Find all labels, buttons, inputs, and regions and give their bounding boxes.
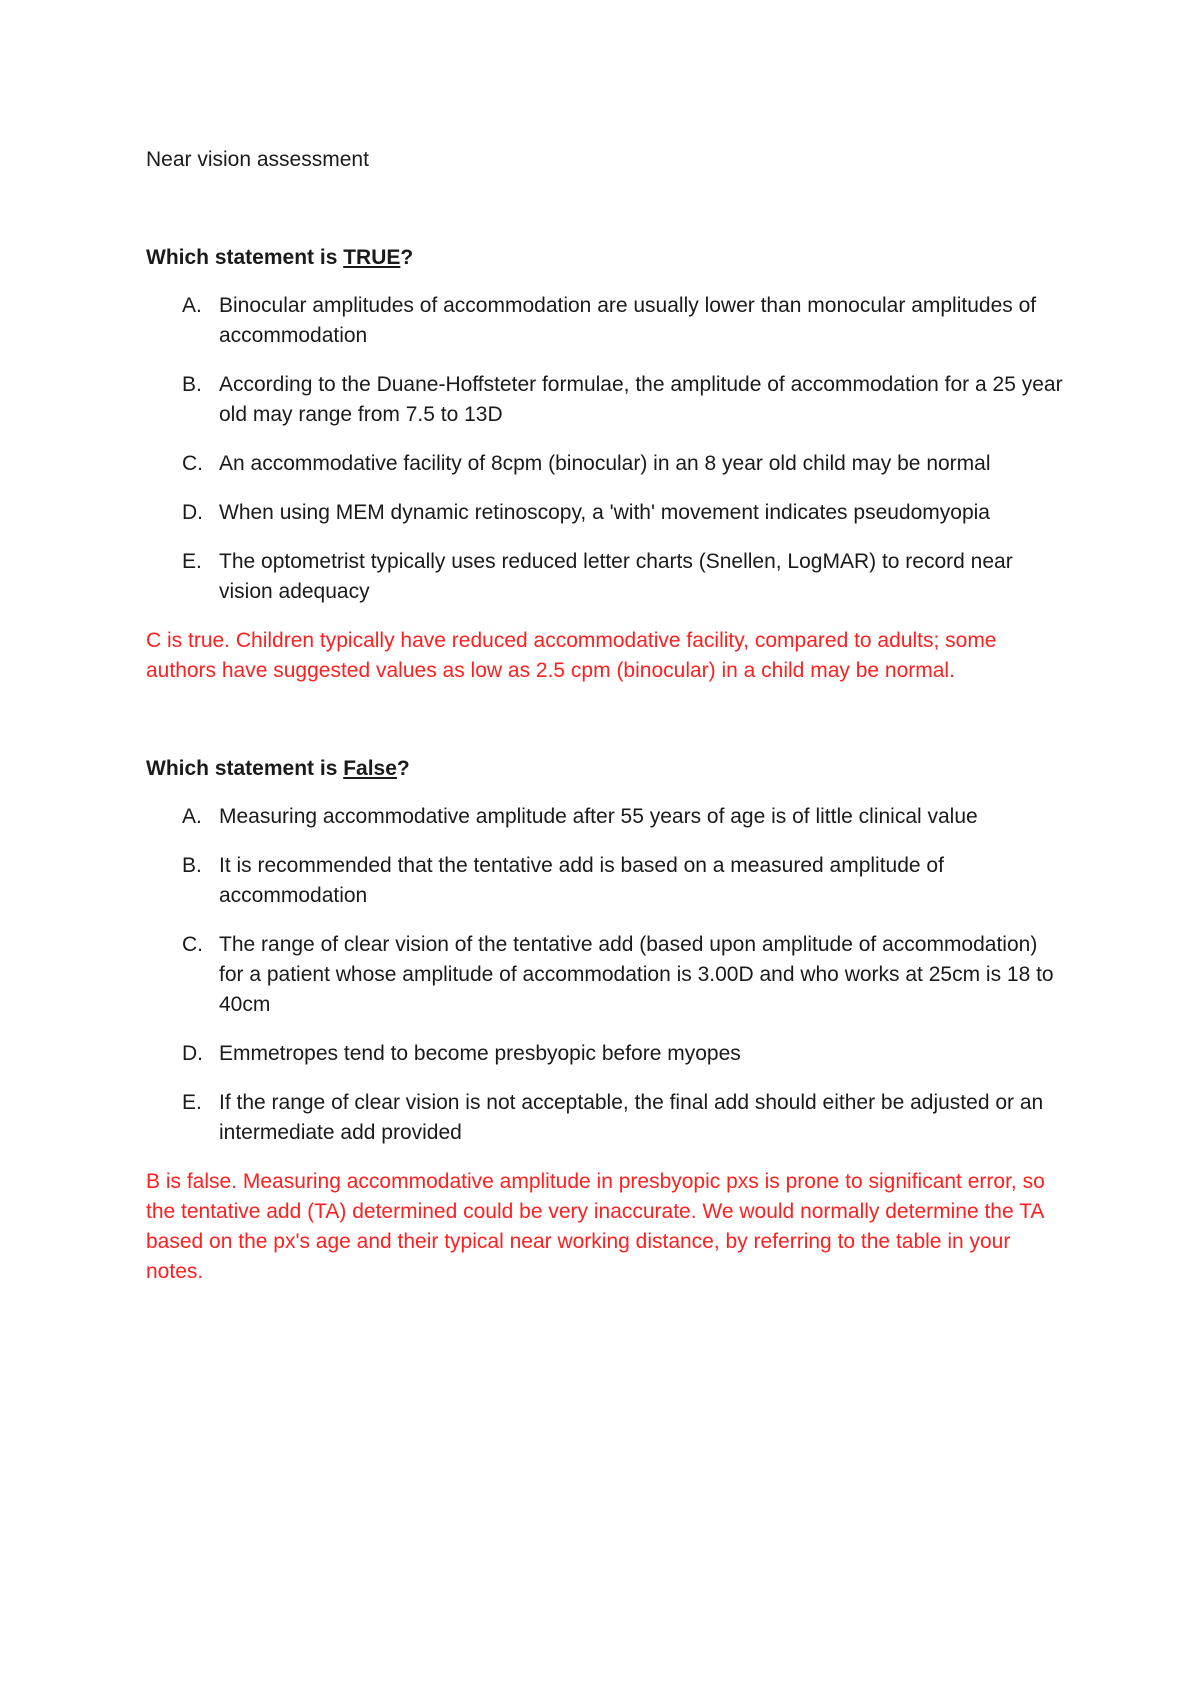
option-item xyxy=(146,802,1066,832)
option-text: When using MEM dynamic retinoscopy, a 'with' movement indicates pseudomyopia xyxy=(219,501,990,524)
option-letter: A. xyxy=(182,805,202,828)
option-text: The range of clear vision of the tentative add (based upon amplitude of accommodation) for a patient whose amplitude of accommodation is 3.00D and who works at 25cm is 18 to 40cm xyxy=(219,933,1054,1016)
question-keyword: False xyxy=(343,757,397,780)
options-list-2 xyxy=(146,802,1066,1148)
option-letter: C. xyxy=(182,452,203,475)
option-item xyxy=(146,370,1066,430)
document-body xyxy=(146,145,1066,1287)
option-letter: D. xyxy=(182,1042,203,1065)
option-text: According to the Duane-Hoffsteter formulae, the amplitude of accommodation for a 25 year old may range from 7.5 to 13D xyxy=(219,373,1063,426)
option-text: Measuring accommodative amplitude after 55 years of age is of little clinical value xyxy=(219,805,978,828)
option-item xyxy=(146,930,1066,1020)
answer-explanation-2: B is false. Measuring accommodative amplitude in presbyopic pxs is prone to significant error, so the tentative add (TA) determined could be very inaccurate. We would normally determine the TA based on the px's age and their typical near working distance, by referring to the table in your notes. xyxy=(146,1170,1045,1283)
document-title: Near vision assessment xyxy=(146,148,369,171)
answer-explanation-1: C is true. Children typically have reduced accommodative facility, compared to adults; some authors have suggested values as low as 2.5 cpm (binocular) in a child may be normal. xyxy=(146,629,997,682)
option-letter: E. xyxy=(182,550,202,573)
option-item xyxy=(146,1039,1066,1069)
option-item xyxy=(146,449,1066,479)
option-item xyxy=(146,547,1066,607)
option-item xyxy=(146,498,1066,528)
question-block-1 xyxy=(146,243,1066,686)
option-text: Emmetropes tend to become presbyopic before myopes xyxy=(219,1042,741,1065)
option-letter: B. xyxy=(182,373,202,396)
option-letter: B. xyxy=(182,854,202,877)
option-letter: D. xyxy=(182,501,203,524)
option-letter: C. xyxy=(182,933,203,956)
question-prefix: Which statement is xyxy=(146,246,344,269)
option-letter: A. xyxy=(182,294,202,317)
question-suffix: ? xyxy=(396,757,410,780)
question-block-2 xyxy=(146,754,1066,1287)
option-letter: E. xyxy=(182,1091,202,1114)
question-heading-2 xyxy=(146,754,1066,784)
question-prefix: Which statement is xyxy=(146,757,344,780)
option-text: Binocular amplitudes of accommodation are usually lower than monocular amplitudes of accommodation xyxy=(219,294,1037,347)
option-text: If the range of clear vision is not acceptable, the final add should either be adjusted or an intermediate add provided xyxy=(219,1091,1044,1144)
option-item xyxy=(146,291,1066,351)
question-suffix: ? xyxy=(400,246,414,269)
question-keyword: TRUE xyxy=(343,246,401,269)
option-item xyxy=(146,1088,1066,1148)
option-text: It is recommended that the tentative add is based on a measured amplitude of accommodation xyxy=(219,854,944,907)
option-text: The optometrist typically uses reduced letter charts (Snellen, LogMAR) to record near vision adequacy xyxy=(219,550,1013,603)
option-item xyxy=(146,851,1066,911)
options-list-1 xyxy=(146,291,1066,607)
question-heading-1 xyxy=(146,243,1066,273)
option-text: An accommodative facility of 8cpm (binocular) in an 8 year old child may be normal xyxy=(219,452,991,475)
